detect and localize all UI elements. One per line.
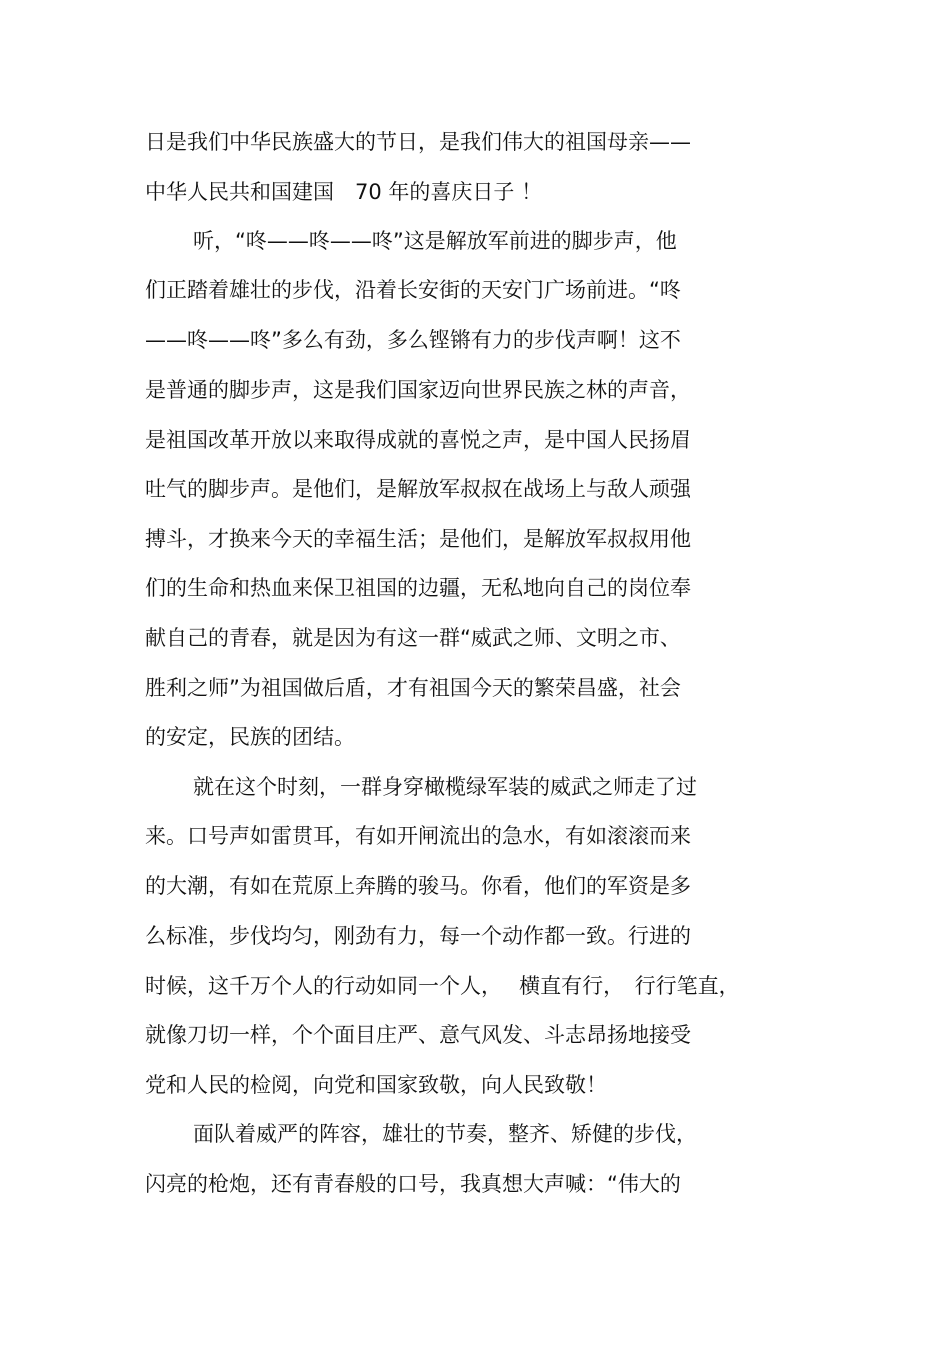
text-line-3-paragraph-start: 听，“咚——咚——咚”这是解放军前进的脚步声，他 — [193, 229, 677, 253]
text-line-5: ——咚——咚”多么有劲，多么铿锵有力的步伐声啊！这不 — [145, 328, 681, 352]
text-line-19: 就像刀切一样，个个面目庄严、意气风发、斗志昂扬地接受 — [145, 1023, 691, 1047]
text-line-7: 是祖国改革开放以来取得成就的喜悦之声，是中国人民扬眉 — [145, 428, 691, 452]
text-line-2: 中华人民共和国建国 70 年的喜庆日子 ！ — [145, 180, 543, 204]
text-line-15: 来。口号声如雷贯耳，有如开闸流出的急水，有如滚滚而来 — [145, 824, 691, 848]
text-line-21-paragraph-start: 面队着威严的阵容，雄壮的节奏，整齐、矫健的步伐， — [193, 1122, 697, 1146]
text-line-12: 胜利之师”为祖国做后盾，才有祖国今天的繁荣昌盛，社会 — [145, 676, 681, 700]
text-line-18: 时候，这千万个人的行动如同一个人， 横直有行， 行行笔直， — [145, 974, 740, 998]
text-line-6: 是普通的脚步声，这是我们国家迈向世界民族之林的声音， — [145, 378, 691, 402]
text-line-9: 搏斗，才换来今天的幸福生活；是他们，是解放军叔叔用他 — [145, 527, 691, 551]
text-line-14-paragraph-start: 就在这个时刻，一群身穿橄榄绿军装的威武之师走了过 — [193, 775, 697, 799]
text-line-13: 的安定，民族的团结。 — [145, 725, 355, 749]
text-line-20: 党和人民的检阅，向党和国家致敬，向人民致敬！ — [145, 1073, 607, 1097]
text-line-16: 的大潮，有如在荒原上奔腾的骏马。你看，他们的军资是多 — [145, 874, 691, 898]
text-line-10: 们的生命和热血来保卫祖国的边疆，无私地向自己的岗位奉 — [145, 576, 691, 600]
text-line-8: 吐气的脚步声。是他们，是解放军叔叔在战场上与敌人顽强 — [145, 477, 691, 501]
text-line-22: 闪亮的枪炮，还有青春般的口号，我真想大声喊：“伟大的 — [145, 1172, 681, 1196]
text-line-11: 献自己的青春，就是因为有这一群“威武之师、文明之市、 — [145, 626, 681, 650]
text-line-4: 们正踏着雄壮的步伐，沿着长安街的天安门广场前进。“咚 — [145, 278, 681, 302]
text-line-1: 日是我们中华民族盛大的节日，是我们伟大的祖国母亲—— — [145, 130, 691, 154]
text-line-17: 么标准，步伐均匀，刚劲有力，每一个动作都一致。行进的 — [145, 924, 691, 948]
